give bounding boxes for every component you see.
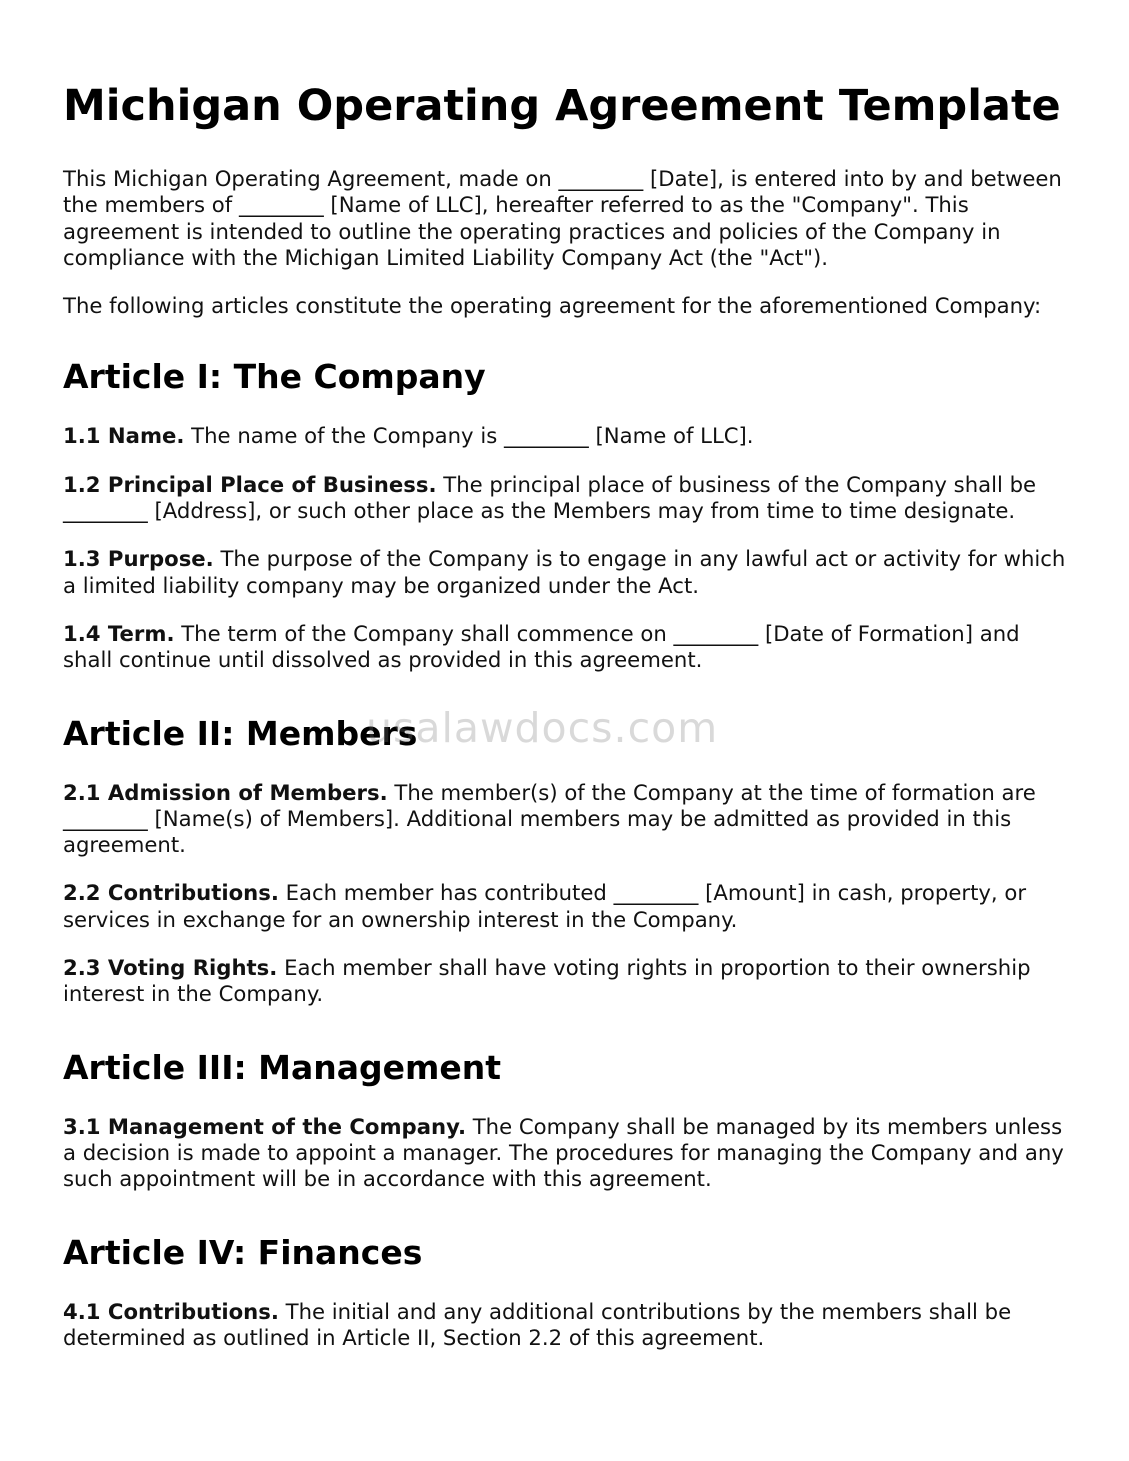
article-heading: Article II: Members [63,713,418,753]
section-label: 2.3 Voting Rights. [63,955,278,981]
section-paragraph [63,472,1073,525]
section-label: 1.1 Name. [63,423,185,449]
section-text: The purpose of the Company is to engage in any lawful act or activity for which a limited liability company may be organized under the Act. [63,546,1066,598]
section-text: The principal place of business of the Company shall be ________ [Address], or such other place as the Members may from time to time designate. [63,471,1037,524]
intro-paragraph: This Michigan Operating Agreement, made on ________ [Date], is entered into by and between the members of ________ [Name of LLC], hereafter referred to as the "Company". This agreement is intended to outline the operating practices and policies of the Company in compliance with the Michigan Limited Liability Company Act (the "Act"). [63,166,1062,270]
section-label: 4.1 Contributions. [63,1298,279,1324]
section-paragraph [63,546,1073,599]
document-title: Michigan Operating Agreement Template [63,81,1061,131]
section-paragraph [63,780,1073,859]
section-paragraph [63,621,1073,674]
section-paragraph [63,955,1073,1008]
section-label: 3.1 Management of the Company. [63,1113,466,1139]
section-label: 1.3 Purpose. [63,546,214,572]
section-label: 1.4 Term. [63,620,175,646]
article-heading: Article IV: Finances [63,1232,423,1272]
section-text: Each member has contributed ________ [Amount] in cash, property, or services in exchange for an ownership interest in the Company. [63,880,1027,932]
section-label: 2.2 Contributions. [63,880,279,906]
section-text: The Company shall be managed by its members unless a decision is made to appoint a manager. The procedures for managing the Company and any such appointment will be in accordance with this agreement. [63,1113,1064,1192]
section-text: The member(s) of the Company at the time of formation are ________ [Name(s) of Members]. Additional members may be admitted as provided in this agreement. [63,779,1036,858]
section-label: 1.2 Principal Place of Business. [63,471,437,497]
watermark: usalawdocs.com [366,704,719,752]
section-label: 2.1 Admission of Members. [63,779,388,805]
section-paragraph [63,1114,1073,1193]
section-text: Each member shall have voting rights in proportion to their ownership interest in the Company. [63,955,1031,1007]
section-paragraph [63,880,1073,933]
section-text: The name of the Company is ________ [Name of LLC]. [184,423,754,449]
section-text: The initial and any additional contributions by the members shall be determined as outlined in Article II, Section 2.2 of this agreement. [63,1298,1012,1350]
article-heading: Article III: Management [63,1047,502,1087]
article-heading: Article I: The Company [63,357,486,397]
section-paragraph [63,1299,1073,1352]
section-text: The term of the Company shall commence on ________ [Date of Formation] and shall continue until dissolved as provided in this agreement. [63,620,1020,673]
intro-paragraph: The following articles constitute the operating agreement for the aforementioned Company: [63,293,1042,319]
section-paragraph [63,423,1073,449]
document-page [63,80,1073,1373]
